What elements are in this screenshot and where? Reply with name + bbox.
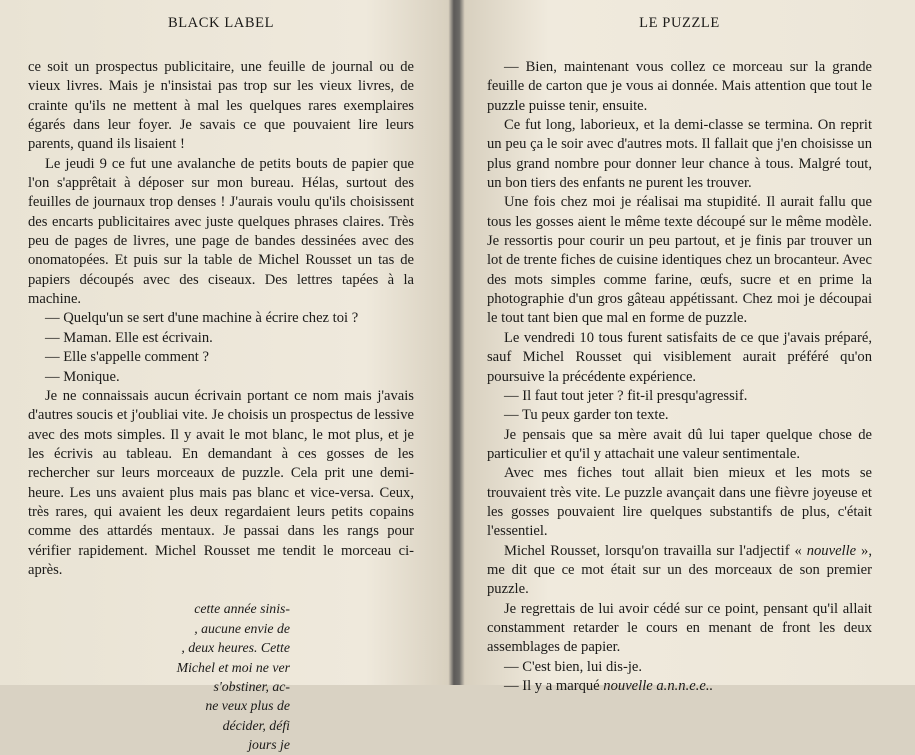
paragraph: Je regrettais de lui avoir cédé sur ce point, pensant qu'il allait constamment retarder le cours en menant de front les deux assemblages de papier. xyxy=(487,600,872,656)
paragraph: Le vendredi 10 tous furent satisfaits de ce que j'avais préparé, sauf Michel Rousset qui visiblement aurait préféré qu'on poursuive la précédente expérience. xyxy=(487,329,872,385)
right-page-body xyxy=(487,58,872,696)
paragraph: Ce fut long, laborieux, et la demi-classe se termina. On reprit un peu ça le soir avec d'autres mots. Il fallait que j'en choisisse un plus grand nombre pour donner leur chance à tous. Malgré tout, un bon tiers des enfants ne purent les trouver. xyxy=(487,117,872,192)
left-page-body xyxy=(28,58,414,755)
text-run: — Il y a marqué xyxy=(504,678,604,694)
paragraph: Le jeudi 9 ce fut une avalanche de petits bouts de papier que l'on s'apprêtait à déposer sur mon bureau. Hélas, surtout des feuilles de journaux trop denses ! J'aurais voulu qu'ils choisissent des encarts publicitaires avec juste quelques phrases claires. Très peu de pages de livres, une page de bandes dessinées avec des onomatopées. Et puis sur la table de Michel Rousset un tas de papiers découpés avec des ciseaux. Des lettres tapées à la machine. xyxy=(28,155,414,308)
fragment-line: , deux heures. Cette xyxy=(181,640,290,656)
paragraph: Avec mes fiches tout allait bien mieux et les mots se trouvaient très vite. Le puzzle avançait dans une fièvre joyeuse et les gosses pouvaient lire quelques substantifs de plus, c'était l'essentiel. xyxy=(487,465,872,540)
dialogue-line xyxy=(487,677,872,696)
fragment-line: , aucune envie de xyxy=(194,620,290,636)
fragment-line: cette année sinis- xyxy=(194,601,290,617)
paragraph: Je pensais que sa mère avait dû lui taper quelque chose de particulier et qu'il y attachait une valeur sentimentale. xyxy=(487,426,872,462)
italic-word: nouvelle a.n.n.e.e.. xyxy=(603,678,714,694)
paragraph xyxy=(487,542,872,600)
fragment-line: s'obstiner, ac- xyxy=(213,678,290,694)
italic-word: nouvelle xyxy=(806,542,857,559)
fragment-line: ne veux plus de xyxy=(205,698,290,714)
left-page-header: BLACK LABEL xyxy=(167,15,275,31)
fragment-line: jours je xyxy=(248,737,290,753)
paragraph: Je ne connaissais aucun écrivain portant ce nom mais j'avais d'autres soucis et j'oubliai vite. Je choisis un prospectus de lessive avec des mots simples. Il y avait le mot blanc, le mot plus, et je les écrivis au tableau. En demandant à ces gosses de les rechercher sur leurs morceaux de puzzle. Cela prit une demi-heure. Les uns avaient plus mais pas blanc et vice-versa. Ceux, très rares, qui avaient les deux regardaient leurs petits copains comme des attardés mentaux. Je passai dans les rangs pour vérifier rapidement. Michel Rousset me tendit le morceau ci-après. xyxy=(28,387,414,578)
text-run: Michel Rousset, lorsqu'on travailla sur l'adjectif « xyxy=(504,542,807,559)
dialogue-line: — Elle s'appelle comment ? xyxy=(45,349,209,366)
text-run: », me dit que ce mot était sur un des morceaux de son premier puzzle. xyxy=(487,542,873,598)
paragraph: Une fois chez moi je réalisai ma stupidité. Il aurait fallu que tous les gosses aient le même texte découpé sur le même modèle. Je ressortis pour courir un peu partout, et je finis par trouver un lot de trente fiches de cuisine identiques chez un brocanteur. Avec des mots simples comme farine, œufs, sucre et en prime la photographie d'un gros gâteau appétissant. Chez moi je découpai le tout tant bien que mal en forme de puzzle. xyxy=(487,194,872,327)
dialogue-line: — Bien, maintenant vous collez ce morceau sur la grande feuille de carton que je vous ai donnée. Mais attention que tout le puzzle puisse tenir, ensuite. xyxy=(487,59,872,114)
dialogue-line: — C'est bien, lui dis-je. xyxy=(504,658,643,675)
dialogue-line: — Tu peux garder ton texte. xyxy=(504,407,669,424)
paragraph: ce soit un prospectus publicitaire, une feuille de journal ou de vieux livres. Mais je n'insistai pas trop sur les vieux livres, de crainte qu'ils ne mettent à mal les quelques rares exemplaires égarés dans leur foyer. Je savais ce que pouvaient lire leurs parents, quand ils lisaient ! xyxy=(28,59,414,153)
fragment-line: Michel et moi ne ver xyxy=(176,659,290,675)
dialogue-line: — Maman. Elle est écrivain. xyxy=(45,329,213,346)
fragment-line: décider, défi xyxy=(222,717,290,733)
puzzle-fragment-quote xyxy=(144,599,290,754)
right-page xyxy=(487,0,873,694)
dialogue-line: — Il faut tout jeter ? fit-il presqu'agressif. xyxy=(504,387,748,404)
dialogue-line: — Monique. xyxy=(45,368,120,385)
left-page xyxy=(28,0,414,753)
dialogue-line: — Quelqu'un se sert d'une machine à écrire chez toi ? xyxy=(45,310,359,327)
right-page-header: LE PUZZLE xyxy=(639,15,720,31)
